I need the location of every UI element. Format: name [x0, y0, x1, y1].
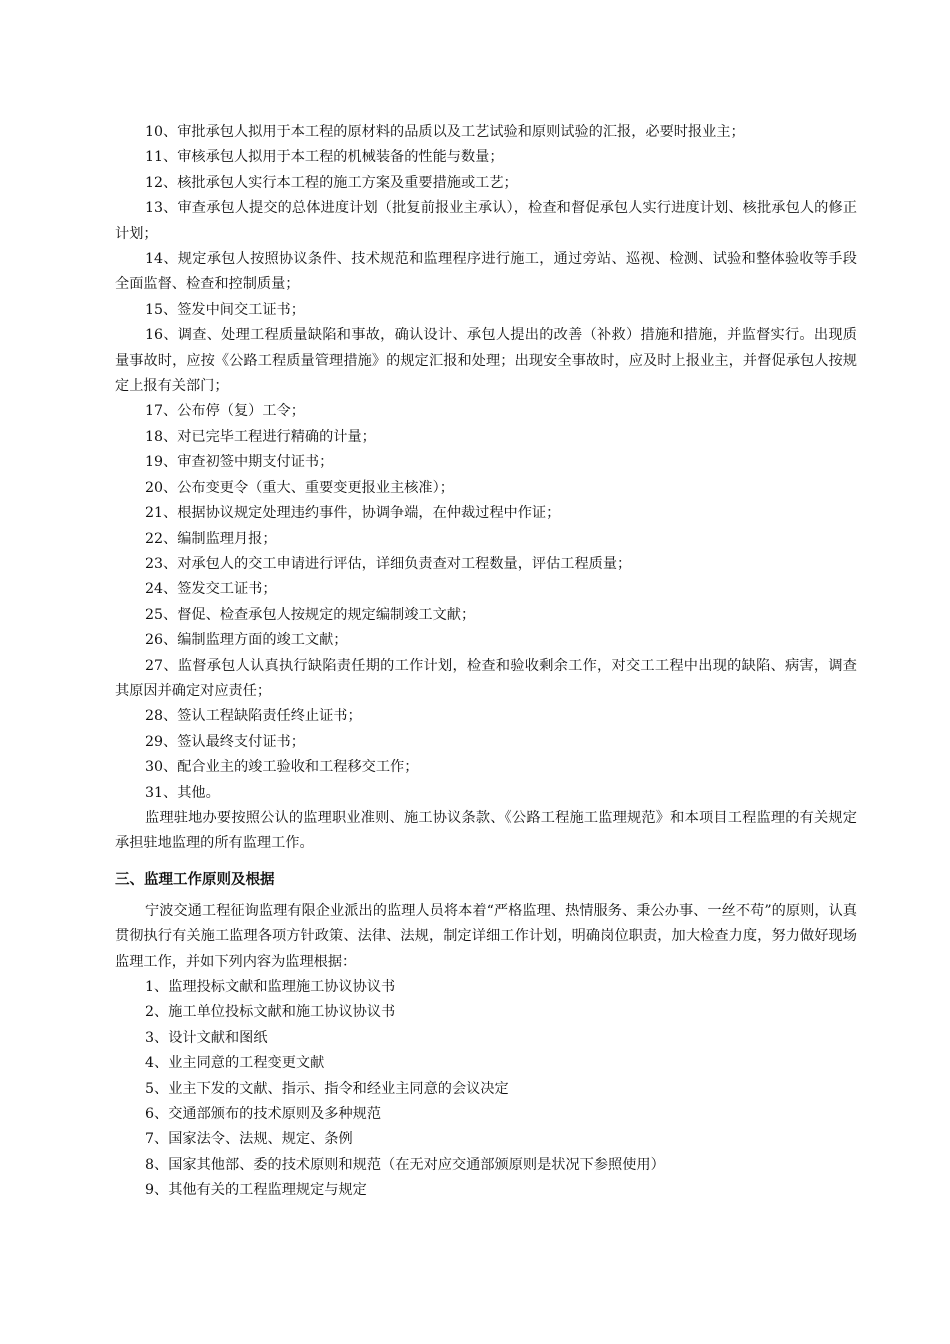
duty-item: 21、根据协议规定处理违约事件，协调争端，在仲裁过程中作证； — [145, 505, 561, 522]
duty-item: 23、对承包人的交工申请进行评估，详细负责查对工程数量，评估工程质量； — [145, 555, 632, 572]
basis-item: 7、国家法令、法规、规定、条例 — [145, 1131, 353, 1148]
duty-item: 24、签发交工证书； — [145, 581, 277, 598]
duty-item: 30、配合业主的竣工验收和工程移交工作； — [145, 759, 419, 776]
duty-item: 22、编制监理月报； — [145, 530, 277, 547]
document-page — [115, 120, 857, 1204]
basis-item: 1、监理投标文献和监理施工协议协议书 — [145, 979, 396, 995]
duty-item: 25、督促、检查承包人按规定的规定编制竣工文献； — [145, 606, 476, 623]
duty-item: 29、签认最终支付证书； — [145, 733, 305, 750]
intro-paragraph: 宁波交通工程征询监理有限企业派出的监理人员将本着“严格监理、热情服务、秉公办事、一丝不苟”的原则，认真贯彻执行有关施工监理各项方针政策、法律、法规，制定详细工作计划，明确岗位职责，加大检查力度，努力做好现场监理工作，并如下列内容为监理根据： — [115, 902, 857, 970]
duty-item: 16、调查、处理工程质量缺陷和事故，确认设计、承包人提出的改善（补救）措施和措施，并监督实行。出现质量事故时，应按《公路工程质量管理措施》的规定汇报和处理；出现安全事故时，应及时上报业主，并督促承包人按规定上报有关部门； — [115, 327, 857, 395]
duty-item: 17、公布停（复）工令； — [145, 403, 305, 420]
duty-item: 10、审批承包人拟用于本工程的原材料的品质以及工艺试验和原则试验的汇报，必要时报业主； — [145, 124, 745, 140]
basis-item: 3、设计文献和图纸 — [145, 1029, 268, 1046]
duty-item: 31、其他。 — [145, 784, 220, 801]
duty-item: 14、规定承包人按照协议条件、技术规范和监理程序进行施工，通过旁站、巡视、检测、试验和整体验收等手段全面监督、检查和控制质量； — [115, 251, 857, 293]
duty-item: 12、核批承包人实行本工程的施工方案及重要措施或工艺； — [145, 174, 518, 191]
section-heading: 三、监理工作原则及根据 — [115, 871, 275, 888]
duty-item: 11、审核承包人拟用于本工程的机械装备的性能与数量； — [145, 149, 504, 166]
basis-item: 4、业主同意的工程变更文献 — [145, 1055, 325, 1072]
basis-item: 2、施工单位投标文献和施工协议协议书 — [145, 1004, 396, 1021]
closing-paragraph: 监理驻地办要按照公认的监理职业准则、施工协议条款、《公路工程施工监理规范》和本项目工程监理的有关规定承担驻地监理的所有监理工作。 — [115, 809, 857, 852]
duty-item: 28、签认工程缺陷责任终止证书； — [145, 708, 362, 725]
duty-item: 26、编制监理方面的竣工文献； — [145, 632, 348, 649]
basis-list — [115, 975, 857, 1204]
duty-item: 15、签发中间交工证书； — [145, 301, 305, 318]
basis-item: 9、其他有关的工程监理规定与规定 — [145, 1182, 367, 1199]
duty-item: 27、监督承包人认真执行缺陷责任期的工作计划，检查和验收剩余工作，对交工工程中出现的缺陷、病害，调查其原因并确定对应责任； — [115, 657, 857, 699]
duty-item: 20、公布变更令（重大、重要变更报业主核准）； — [145, 479, 454, 496]
basis-item: 6、交通部颁布的技术原则及多种规范 — [145, 1106, 382, 1123]
basis-item: 8、国家其他部、委的技术原则和规范（在无对应交通部颁原则是状况下参照使用） — [145, 1156, 665, 1173]
basis-item: 5、业主下发的文献、指示、指令和经业主同意的会议决定 — [145, 1080, 509, 1097]
duty-item: 18、对已完毕工程进行精确的计量； — [145, 428, 376, 445]
duties-list — [115, 120, 857, 806]
duty-item: 19、审查初签中期支付证书； — [145, 454, 334, 471]
duty-item: 13、审查承包人提交的总体进度计划（批复前报业主承认），检查和督促承包人实行进度计划、核批承包人的修正计划； — [115, 200, 857, 242]
